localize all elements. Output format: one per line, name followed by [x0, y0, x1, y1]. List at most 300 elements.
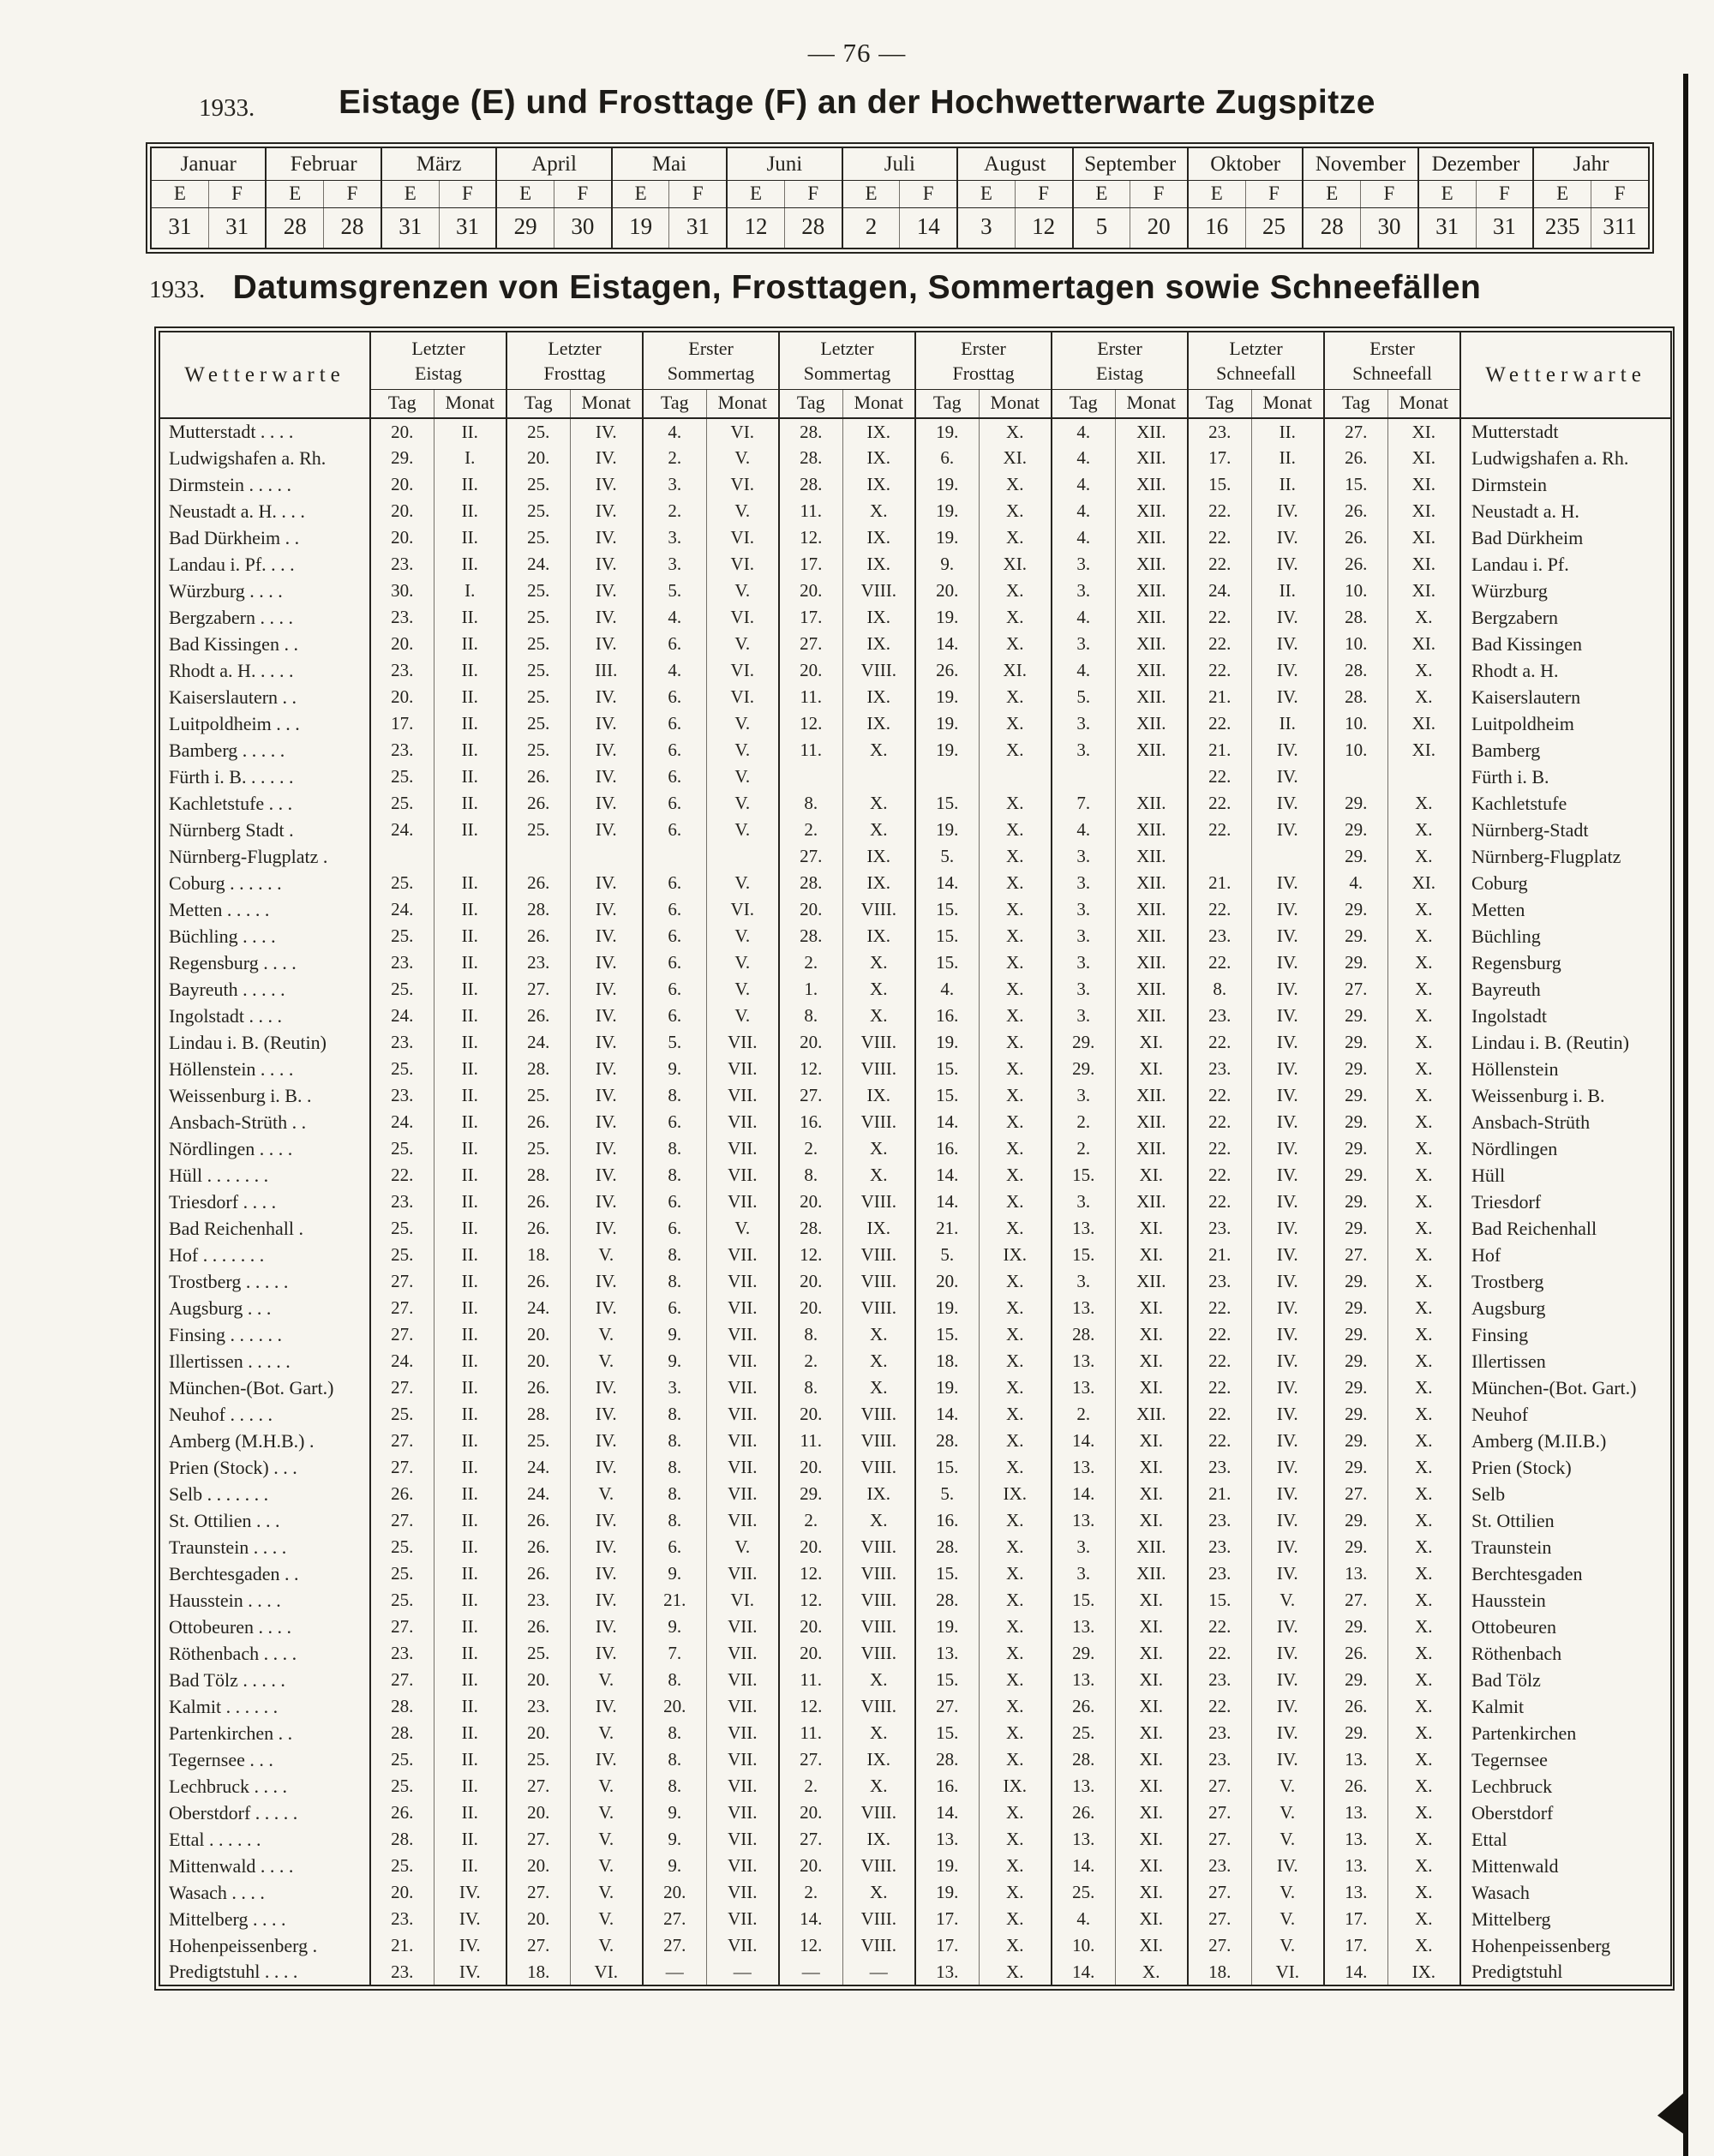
tag-value: 4.: [1052, 1906, 1115, 1932]
tag-value: 23.: [370, 1959, 434, 1985]
monat-value: X.: [979, 1906, 1052, 1932]
tag-value: 22.: [1188, 1321, 1251, 1348]
station-name-right: Predigtstuhl: [1460, 1959, 1671, 1985]
monat-value: II.: [434, 1003, 506, 1029]
monat-value: IV.: [570, 1614, 643, 1640]
monat-value: X.: [1387, 1587, 1460, 1614]
datum-table: [159, 331, 1672, 1986]
station-name-right: Bad Dürkheim: [1460, 524, 1671, 551]
tag-value: 29.: [1324, 1082, 1387, 1109]
monat-value: IV.: [570, 445, 643, 471]
station-name-left: Bergzabern . . . .: [169, 606, 293, 628]
station-name-right: Illertissen: [1460, 1348, 1671, 1374]
tag-value: 29.: [1324, 1295, 1387, 1321]
monat-value: V.: [706, 710, 779, 737]
tag-value: 20.: [506, 1853, 570, 1879]
tag-value: 27.: [370, 1321, 434, 1348]
tag-value: 25.: [506, 418, 570, 445]
tag-value: 27.: [506, 1932, 570, 1959]
tag-value: 21.: [1188, 1481, 1251, 1507]
monat-value: XII.: [1115, 471, 1188, 498]
monat-value: IX.: [842, 445, 915, 471]
monat-value: VII.: [706, 1321, 779, 1348]
monat-value: X.: [979, 1428, 1052, 1454]
monat-value: IV.: [570, 1268, 643, 1295]
tag-value: 27.: [370, 1428, 434, 1454]
monat-value: IV.: [1251, 1853, 1324, 1879]
monat-value: XI.: [1115, 1215, 1188, 1242]
tag-value: 26.: [506, 1614, 570, 1640]
station-name-right: Neustadt a. H.: [1460, 498, 1671, 524]
station-row: [159, 1853, 1671, 1879]
tag-value: 24.: [506, 1029, 570, 1056]
tag-value: 8.: [779, 1374, 842, 1401]
station-name-left: St. Ottilien . . .: [169, 1509, 280, 1531]
tag-value: 14.: [1052, 1481, 1115, 1507]
tag-value: 27.: [779, 1826, 842, 1853]
frosttage-col-label: F: [900, 181, 957, 208]
station-row: [159, 1667, 1671, 1693]
tag-subheader: Tag: [779, 390, 842, 419]
tag-value: 17.: [1324, 1932, 1387, 1959]
monat-value: X.: [979, 1003, 1052, 1029]
monat-value: II.: [434, 790, 506, 817]
tag-value: 25.: [370, 870, 434, 896]
tag-value: 13.: [1052, 1215, 1115, 1242]
monat-value: IV.: [1251, 604, 1324, 631]
tag-value: 18.: [915, 1348, 979, 1374]
station-row: [159, 737, 1671, 764]
tag-value: 9.: [643, 1348, 706, 1374]
tag-value: 20.: [506, 1667, 570, 1693]
tag-value: 15.: [1052, 1162, 1115, 1189]
tag-value: 20.: [779, 1640, 842, 1667]
monat-value: IV.: [1251, 1082, 1324, 1109]
tag-value: 23.: [1188, 1454, 1251, 1481]
monat-value: II.: [434, 551, 506, 578]
monat-value: XII.: [1115, 684, 1188, 710]
tag-value: 2.: [779, 1773, 842, 1800]
station-name-right: Mittelberg: [1460, 1906, 1671, 1932]
monat-value: IV.: [570, 471, 643, 498]
tag-value: 29.: [1324, 1109, 1387, 1135]
monat-value: X.: [979, 1800, 1052, 1826]
monat-value: IV.: [1251, 1667, 1324, 1693]
tag-value: 3.: [1052, 631, 1115, 657]
monat-value: XI.: [1387, 524, 1460, 551]
tag-value: 28.: [779, 870, 842, 896]
monat-value: X.: [1387, 1082, 1460, 1109]
tag-value: 28.: [506, 896, 570, 923]
station-row: [159, 843, 1671, 870]
station-name-right: Hausstein: [1460, 1587, 1671, 1614]
monat-value: XI.: [1387, 870, 1460, 896]
frosttage-value: 31: [669, 208, 727, 249]
station-name-left: Rhodt a. H. . . . .: [169, 659, 294, 681]
station-name-left: Dirmstein . . . . .: [169, 473, 291, 495]
monat-value: X.: [1387, 604, 1460, 631]
frosttage-col-label: F: [669, 181, 727, 208]
monat-value: XI.: [1387, 498, 1460, 524]
tag-value: 5.: [643, 1029, 706, 1056]
station-name-left: Ludwigshafen a. Rh.: [169, 446, 327, 469]
monat-value: XI.: [1115, 1773, 1188, 1800]
monat-value: VIII.: [842, 1693, 915, 1720]
monat-value: II.: [434, 1348, 506, 1374]
monat-value: IV.: [570, 1215, 643, 1242]
tag-value: 3.: [1052, 976, 1115, 1003]
tag-value: 26.: [1324, 1640, 1387, 1667]
tag-value: 20.: [370, 498, 434, 524]
tag-value: 15.: [915, 1667, 979, 1693]
monat-value: II.: [1251, 471, 1324, 498]
tag-value: 8.: [643, 1720, 706, 1746]
monat-value: X.: [1387, 1348, 1460, 1374]
monat-subheader: Monat: [434, 390, 506, 419]
station-name-left: Nördlingen . . . .: [169, 1137, 293, 1159]
tag-value: 20.: [779, 578, 842, 604]
monat-value: XII.: [1115, 578, 1188, 604]
monat-value: IV.: [570, 1587, 643, 1614]
tag-value: 16.: [915, 1135, 979, 1162]
tag-value: 14.: [915, 1109, 979, 1135]
monat-value: XII.: [1115, 710, 1188, 737]
monat-value: X.: [1387, 1853, 1460, 1879]
tag-value: 6.: [643, 684, 706, 710]
monat-value: IV.: [570, 790, 643, 817]
tag-value: 3.: [1052, 710, 1115, 737]
tag-value: 25.: [506, 1640, 570, 1667]
tag-value: 5.: [915, 1242, 979, 1268]
eistage-col-label: E: [727, 181, 784, 208]
monat-value: IX.: [842, 418, 915, 445]
tag-value: 28.: [506, 1401, 570, 1428]
tag-value: 22.: [1188, 1029, 1251, 1056]
monat-value: X.: [979, 817, 1052, 843]
station-name-right: Büchling: [1460, 923, 1671, 949]
tag-value: 13.: [915, 1640, 979, 1667]
monat-value: VI.: [706, 604, 779, 631]
tag-value: 14.: [915, 1800, 979, 1826]
monat-value: V.: [1251, 1932, 1324, 1959]
tag-value: 20.: [779, 896, 842, 923]
monat-value: IV.: [1251, 1321, 1324, 1348]
tag-value: 12.: [779, 1693, 842, 1720]
monat-value: [842, 764, 915, 790]
monat-value: X.: [979, 1507, 1052, 1534]
tag-value: 20.: [779, 1454, 842, 1481]
monat-value: X.: [979, 1959, 1052, 1985]
monat-value: X.: [979, 1295, 1052, 1321]
tag-value: 23.: [506, 949, 570, 976]
station-row: [159, 1507, 1671, 1534]
monat-value: VII.: [706, 1162, 779, 1189]
tag-value: 29.: [1324, 1321, 1387, 1348]
station-row: [159, 657, 1671, 684]
frosttage-col-label: F: [208, 181, 266, 208]
monat-value: V.: [706, 1215, 779, 1242]
monat-value: X.: [979, 1560, 1052, 1587]
tag-value: 13.: [1324, 1746, 1387, 1773]
station-name-left: Hof . . . . . . .: [169, 1243, 265, 1266]
station-name-left: Finsing . . . . . .: [169, 1323, 283, 1345]
station-name-right: München-(Bot. Gart.): [1460, 1374, 1671, 1401]
station-row: [159, 896, 1671, 923]
tag-value: 23.: [370, 604, 434, 631]
station-row: [159, 498, 1671, 524]
station-name-right: Weissenburg i. B.: [1460, 1082, 1671, 1109]
tag-value: 23.: [506, 1587, 570, 1614]
tag-value: 15.: [915, 923, 979, 949]
monat-subheader: Monat: [979, 390, 1052, 419]
monat-value: IV.: [1251, 1109, 1324, 1135]
station-row: [159, 1879, 1671, 1906]
tag-value: 27.: [1188, 1826, 1251, 1853]
frosttage-col-label: F: [1130, 181, 1188, 208]
tag-value: 13.: [1052, 1507, 1115, 1534]
tag-value: 3.: [1052, 843, 1115, 870]
tag-value: 9.: [643, 1853, 706, 1879]
monat-value: IV.: [1251, 524, 1324, 551]
monat-value: X.: [979, 684, 1052, 710]
tag-value: 28.: [1324, 657, 1387, 684]
station-name-left: Weissenburg i. B. .: [169, 1084, 312, 1106]
eistage-value: 31: [381, 208, 439, 249]
tag-value: 15.: [915, 790, 979, 817]
monat-value: II.: [434, 1773, 506, 1800]
monat-value: XI.: [1115, 1374, 1188, 1401]
station-row: [159, 1693, 1671, 1720]
station-name-right: Mutterstadt: [1460, 418, 1671, 445]
monat-value: V.: [706, 445, 779, 471]
station-row: [159, 1109, 1671, 1135]
tag-value: 18.: [506, 1959, 570, 1985]
monat-value: VII.: [706, 1189, 779, 1215]
station-row: [159, 1215, 1671, 1242]
monat-value: XII.: [1115, 870, 1188, 896]
frosttage-col-label: F: [784, 181, 842, 208]
station-name-right: Dirmstein: [1460, 471, 1671, 498]
station-row: [159, 578, 1671, 604]
monat-value: X.: [979, 949, 1052, 976]
station-name-left: Höllenstein . . . .: [169, 1057, 294, 1080]
tag-value: 13.: [915, 1826, 979, 1853]
monat-value: X.: [1387, 949, 1460, 976]
monat-value: XII.: [1115, 657, 1188, 684]
monat-value: VII.: [706, 1029, 779, 1056]
tag-value: 26.: [506, 1268, 570, 1295]
monat-value: [706, 843, 779, 870]
tag-value: 9.: [643, 1056, 706, 1082]
monat-value: X.: [1387, 1906, 1460, 1932]
monat-value: IX.: [842, 604, 915, 631]
monat-value: X.: [1387, 1879, 1460, 1906]
tag-value: 3.: [643, 551, 706, 578]
month-header: April: [496, 147, 611, 181]
monat-value: VII.: [706, 1879, 779, 1906]
tag-value: 20.: [506, 1906, 570, 1932]
monat-value: II.: [434, 949, 506, 976]
tag-value: 19.: [915, 684, 979, 710]
monat-value: X.: [979, 710, 1052, 737]
section1-header: [146, 84, 1568, 130]
tag-value: 20.: [643, 1879, 706, 1906]
station-name-left: Ansbach-Strüth . .: [169, 1111, 307, 1133]
tag-value: 20.: [370, 471, 434, 498]
monat-value: X.: [979, 418, 1052, 445]
tag-value: 26.: [370, 1800, 434, 1826]
station-name-right: Tegernsee: [1460, 1746, 1671, 1773]
monat-value: X.: [979, 1879, 1052, 1906]
monat-value: IV.: [1251, 1374, 1324, 1401]
station-name-right: Bad Tölz: [1460, 1667, 1671, 1693]
monat-value: IX.: [842, 1215, 915, 1242]
monat-value: X.: [979, 843, 1052, 870]
monat-value: XI.: [1387, 471, 1460, 498]
monat-value: VIII.: [842, 1587, 915, 1614]
monat-value: XI.: [1387, 418, 1460, 445]
monat-value: IX.: [842, 551, 915, 578]
monat-value: X.: [979, 1029, 1052, 1056]
station-name-right: Oberstdorf: [1460, 1800, 1671, 1826]
station-name-left: Partenkirchen . .: [169, 1722, 293, 1744]
tag-value: 15.: [915, 1560, 979, 1587]
monat-value: IV.: [570, 1560, 643, 1587]
station-row: [159, 1029, 1671, 1056]
tag-value: 21.: [370, 1932, 434, 1959]
monat-value: VIII.: [842, 1295, 915, 1321]
tag-value: 26.: [506, 923, 570, 949]
tag-value: 25.: [506, 578, 570, 604]
station-name-left: Trostberg . . . . .: [169, 1270, 289, 1292]
tag-value: 9.: [643, 1614, 706, 1640]
monat-value: II.: [434, 1826, 506, 1853]
monat-value: X.: [979, 1454, 1052, 1481]
station-name-left: Neustadt a. H. . . .: [169, 500, 305, 522]
monat-value: II.: [434, 1029, 506, 1056]
tag-value: 23.: [1188, 1268, 1251, 1295]
monat-value: XI.: [1115, 1879, 1188, 1906]
tag-value: 28.: [915, 1746, 979, 1773]
station-name-left: Traunstein . . . .: [169, 1536, 287, 1558]
group-header: Erster Sommertag: [643, 332, 779, 390]
monat-value: IV.: [570, 1746, 643, 1773]
monat-value: VIII.: [842, 1534, 915, 1560]
monat-value: XII.: [1115, 1135, 1188, 1162]
tag-value: 26.: [1324, 551, 1387, 578]
monat-value: VII.: [706, 1614, 779, 1640]
monat-value: X.: [1387, 1215, 1460, 1242]
monat-value: X.: [842, 498, 915, 524]
monat-value: X.: [1387, 1268, 1460, 1295]
station-name-right: Berchtesgaden: [1460, 1560, 1671, 1587]
station-name-right: Würzburg: [1460, 578, 1671, 604]
station-name-right: Röthenbach: [1460, 1640, 1671, 1667]
monat-value: IV.: [570, 1189, 643, 1215]
tag-value: 6.: [643, 817, 706, 843]
tag-value: 29.: [1324, 843, 1387, 870]
monat-value: II.: [434, 1321, 506, 1348]
tag-value: 13.: [1052, 1348, 1115, 1374]
monat-value: IX.: [842, 1826, 915, 1853]
monat-subheader: Monat: [1387, 390, 1460, 419]
tag-value: 15.: [915, 949, 979, 976]
monat-value: IV.: [570, 684, 643, 710]
monat-value: IX.: [979, 1242, 1052, 1268]
station-row: [159, 1959, 1671, 1985]
tag-value: 6.: [643, 1534, 706, 1560]
section1-year-label: 1933.: [199, 94, 255, 122]
monat-value: X.: [1387, 1029, 1460, 1056]
monat-value: IV.: [570, 1056, 643, 1082]
tag-value: 8.: [643, 1242, 706, 1268]
monat-value: IV.: [570, 1295, 643, 1321]
monat-value: IV.: [570, 1693, 643, 1720]
tag-value: 20.: [779, 1295, 842, 1321]
tag-value: 8.: [643, 1135, 706, 1162]
tag-value: 25.: [370, 923, 434, 949]
tag-value: 26.: [506, 1374, 570, 1401]
eistage-value: 235: [1533, 208, 1591, 249]
tag-value: 6.: [643, 1215, 706, 1242]
tag-value: 27.: [915, 1693, 979, 1720]
tag-value: 28.: [370, 1720, 434, 1746]
eistage-col-label: E: [1533, 181, 1591, 208]
monat-value: VI.: [706, 524, 779, 551]
tag-value: 25.: [370, 1773, 434, 1800]
monat-value: X.: [1387, 1932, 1460, 1959]
tag-value: 2.: [779, 1135, 842, 1162]
monat-value: II.: [434, 684, 506, 710]
eistage-col-label: E: [496, 181, 554, 208]
page-number: — 76 —: [807, 38, 907, 68]
tag-value: 27.: [1324, 1587, 1387, 1614]
monat-value: II.: [434, 498, 506, 524]
station-name-right: Nördlingen: [1460, 1135, 1671, 1162]
monat-value: X.: [979, 1720, 1052, 1746]
monat-value: IV.: [1251, 684, 1324, 710]
monat-value: XI.: [1115, 1056, 1188, 1082]
frosttage-value: 311: [1591, 208, 1649, 249]
eistage-col-label: E: [1188, 181, 1245, 208]
monat-value: XI.: [1115, 1454, 1188, 1481]
tag-value: 23.: [370, 1082, 434, 1109]
monat-value: XI.: [1387, 445, 1460, 471]
monat-value: V.: [570, 1773, 643, 1800]
station-row: [159, 1640, 1671, 1667]
monat-value: X.: [842, 976, 915, 1003]
tag-value: 21.: [643, 1587, 706, 1614]
group-header: Letzter Frosttag: [506, 332, 643, 390]
monat-value: VII.: [706, 1773, 779, 1800]
tag-value: 20.: [643, 1693, 706, 1720]
monat-value: IV.: [570, 551, 643, 578]
tag-value: 23.: [1188, 1560, 1251, 1587]
tag-value: 20.: [779, 1268, 842, 1295]
monat-value: X.: [979, 578, 1052, 604]
monat-value: X.: [1387, 1162, 1460, 1189]
monat-value: IV.: [570, 710, 643, 737]
monat-value: V.: [1251, 1826, 1324, 1853]
tag-value: 3.: [1052, 949, 1115, 976]
tag-value: 14.: [915, 870, 979, 896]
tag-value: 6.: [643, 737, 706, 764]
monat-value: X.: [842, 1720, 915, 1746]
tag-value: 20.: [506, 1720, 570, 1746]
monat-value: V.: [706, 790, 779, 817]
station-name-left: Bad Tölz . . . . .: [169, 1668, 285, 1691]
monat-value: IV.: [434, 1932, 506, 1959]
